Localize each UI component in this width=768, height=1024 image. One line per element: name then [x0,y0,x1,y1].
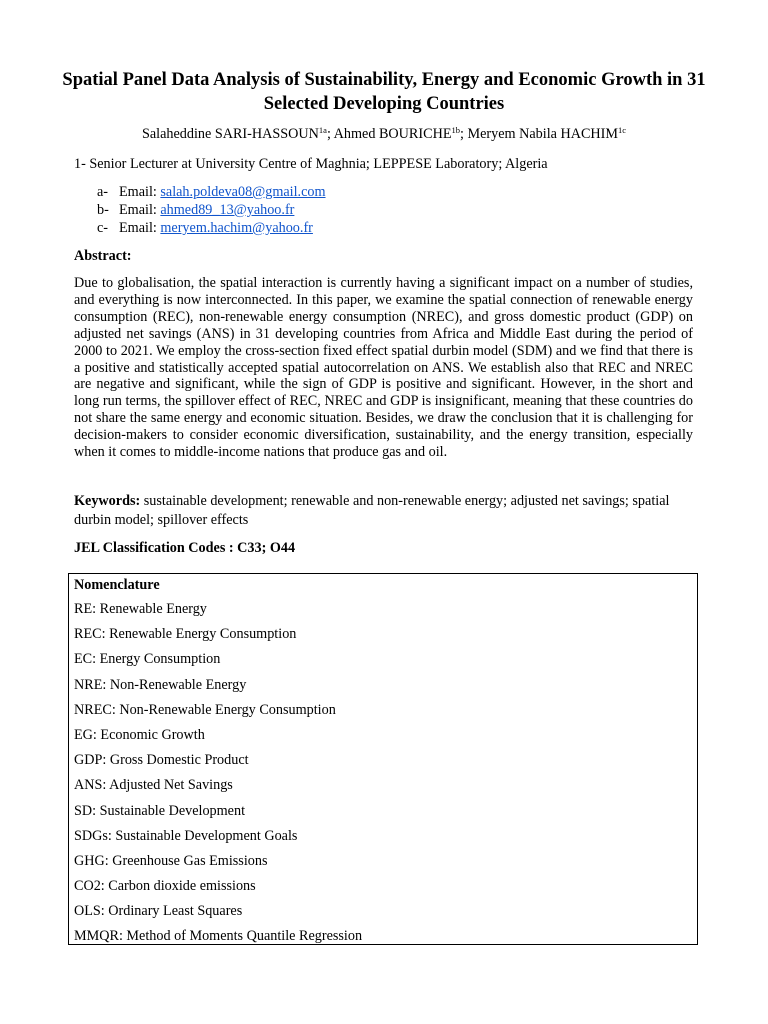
author-name: Ahmed BOURICHE [333,126,452,142]
abstract-text: Due to globalisation, the spatial interaction is currently having a significant impact on a number of studies, and everything is now interconnected. In this paper, we examine the spatial connection of renewable energy consumption (REC), non-renewable energy consumption (NREC), and gross domestic product (GDP) on adjusted net savings (ANS) in 31 developing countries from Africa and Middle East during the period of 2000 to 2021. We employ the cross-section fixed effect spatial durbin model (SDM) and we find that there is a positive and statistically accepted spatial autocorrelation on ANS. We establish also that REC and NREC are negative and significant, while the sign of GDP is positive and significant. However, in the short and long run terms, the spillover effect of REC, NREC and GDP is insignificant, meaning that these countries do not share the same energy and economic situation. Besides, we draw the conclusion that it is challenging for decision-makers to consider economic diversification, sustainability, and the energy transition, especially when it comes to middle-income nations that produce gas and oil. [74,275,693,461]
email-marker: a- [97,184,109,200]
nomenclature-item: ANS: Adjusted Net Savings [74,777,233,794]
author-name: Meryem Nabila HACHIM [467,126,619,142]
email-item [97,201,326,219]
nomenclature-item: GDP: Gross Domestic Product [74,752,249,769]
nomenclature-item: RE: Renewable Energy [74,601,207,617]
nomenclature-item: EC: Energy Consumption [74,651,221,668]
keywords [74,492,704,530]
author-separator: ; [326,126,334,142]
email-marker: c- [97,220,109,236]
nomenclature-item: CO2: Carbon dioxide emissions [74,878,256,895]
abstract-heading: Abstract: [74,248,132,264]
nomenclature-heading: Nomenclature [74,577,160,593]
nomenclature-item: MMQR: Method of Moments Quantile Regression [74,928,363,945]
email-item [97,219,326,237]
author-superscript: 1c [618,125,627,135]
keywords-label: Keywords: [74,493,141,509]
affiliation: 1- Senior Lecturer at University Centre of Maghnia; LEPPESE Laboratory; Algeria [74,156,548,172]
email-marker: b- [97,202,109,218]
paper-title: Spatial Panel Data Analysis of Sustainability, Energy and Economic Growth in 31 Selected Developing Countries [62,70,706,114]
author-superscript: 1a [318,125,327,135]
email-link[interactable]: ahmed89_13@yahoo.fr [160,202,295,218]
nomenclature-box [68,573,698,945]
email-link[interactable]: salah.poldeva08@gmail.com [160,184,326,200]
nomenclature-item: NRE: Non-Renewable Energy [74,676,247,693]
nomenclature-item: SD: Sustainable Development [74,802,246,819]
email-label: Email: [119,202,161,218]
email-label: Email: [119,220,161,236]
author-separator: ; [460,126,468,142]
nomenclature-item: NREC: Non-Renewable Energy Consumption [74,701,336,718]
nomenclature-item: EG: Economic Growth [74,726,205,743]
nomenclature-item: SDGs: Sustainable Development Goals [74,827,298,844]
email-item [97,183,326,201]
keywords-text: sustainable development; renewable and non-renewable energy; adjusted net savings; spatial durbin model; spillover effects [74,493,670,528]
author-name: Salaheddine SARI-HASSOUN [141,126,319,142]
nomenclature-item: OLS: Ordinary Least Squares [74,903,243,920]
nomenclature-item: GHG: Greenhouse Gas Emissions [74,852,268,869]
author-line [60,125,708,143]
author-superscript: 1b [451,125,460,135]
nomenclature-list [74,600,362,953]
nomenclature-item: REC: Renewable Energy Consumption [74,626,297,643]
jel-codes: JEL Classification Codes : C33; O44 [74,540,296,556]
email-label: Email: [119,184,161,200]
email-link[interactable]: meryem.hachim@yahoo.fr [160,220,313,236]
email-list [97,183,326,237]
